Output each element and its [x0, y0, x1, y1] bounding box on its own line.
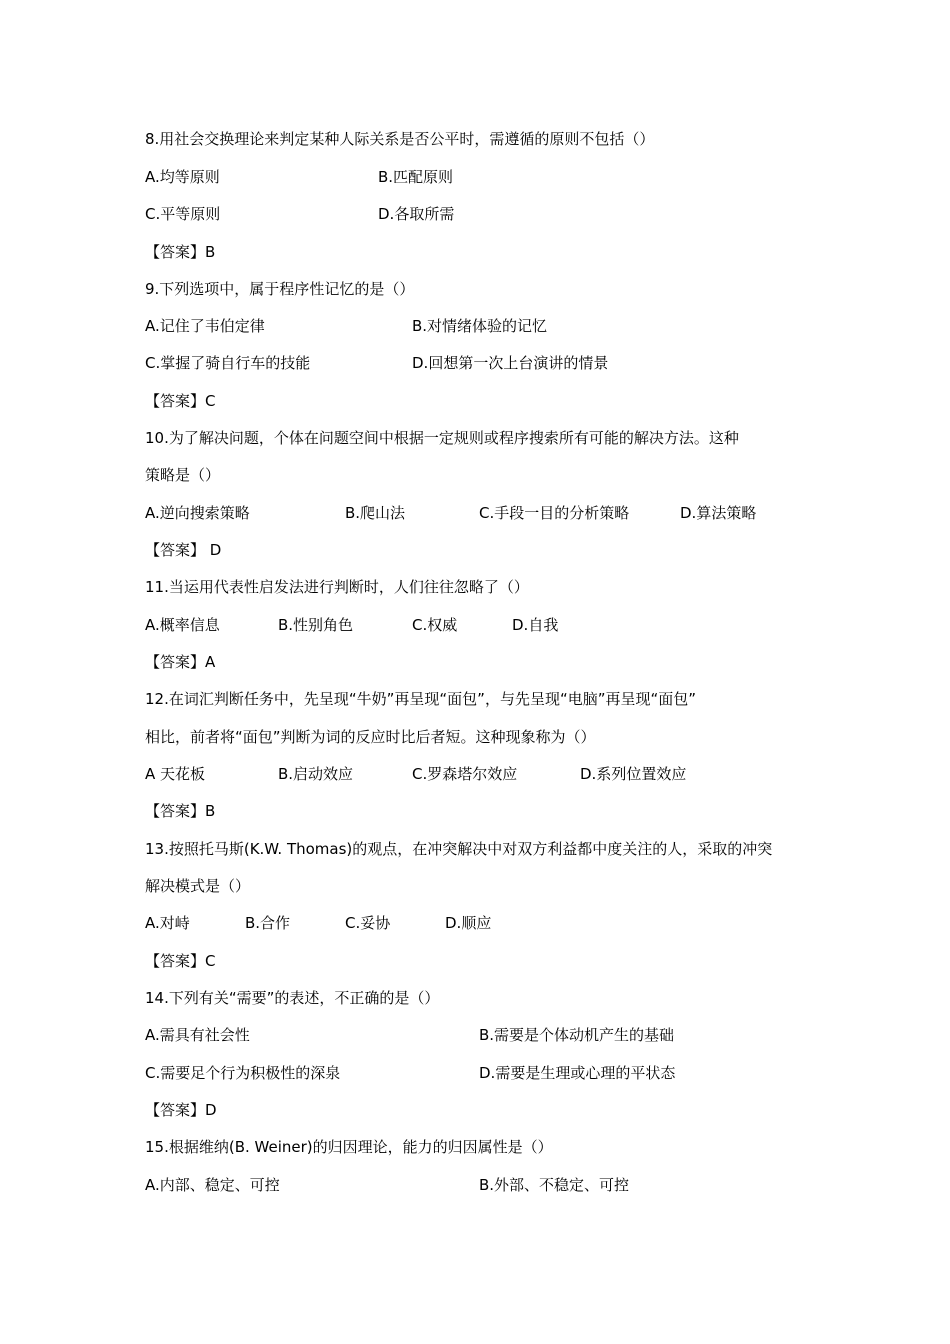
question-9-option-a: A.记住了韦伯定律	[145, 317, 265, 335]
question-9-option-b: B.对情绪体验的记忆	[412, 317, 548, 335]
question-11-answer: 【答案】A	[145, 653, 216, 671]
question-11-option-a: A.概率信息	[145, 616, 220, 634]
question-14-option-c: C.需要足个行为积极性的深泉	[145, 1064, 341, 1082]
question-8-stem: 8.用社会交换理论来判定某种人际关系是否公平时，需遵循的原则不包括（）	[145, 130, 655, 148]
question-8-option-c: C.平等原则	[145, 205, 221, 223]
question-14-option-b: B.需要是个体动机产生的基础	[479, 1026, 675, 1044]
question-12-option-a: A 天花板	[145, 765, 206, 783]
question-13-option-c: C.妥协	[345, 914, 391, 932]
question-11-option-d: D.自我	[512, 616, 559, 634]
question-14-answer: 【答案】D	[145, 1101, 217, 1119]
question-9-option-c: C.掌握了骑自行车的技能	[145, 354, 311, 372]
question-14-option-a: A.需具有社会性	[145, 1026, 250, 1044]
question-14-stem: 14.下列有关“需要”的表述，不正确的是（）	[145, 989, 440, 1007]
question-10-option-c: C.手段一目的分析策略	[479, 504, 630, 522]
question-12-stem-line-1: 12.在词汇判断任务中，先呈现“牛奶”再呈现“面包”，与先呈现“电脑”再呈现“面包”	[145, 690, 697, 708]
question-10-option-d: D.算法策略	[680, 504, 757, 522]
question-13-option-d: D.顺应	[445, 914, 492, 932]
question-12-option-c: C.罗森塔尔效应	[412, 765, 518, 783]
question-13-stem-line-1: 13.按照托马斯(K.W. Thomas)的观点，在冲突解决中对双方利益都中度关注的人，采取的冲突	[145, 840, 773, 858]
question-8-answer: 【答案】B	[145, 243, 216, 261]
question-15-option-b: B.外部、不稳定、可控	[479, 1176, 630, 1194]
question-11-stem: 11.当运用代表性启发法进行判断时，人们往往忽略了（）	[145, 578, 529, 596]
question-11-option-b: B.性别角色	[278, 616, 354, 634]
question-10-option-a: A.逆向搜索策略	[145, 504, 250, 522]
question-12-option-d: D.系列位置效应	[580, 765, 687, 783]
question-13-option-a: A.对峙	[145, 914, 190, 932]
question-12-stem-line-2: 相比，前者将“面包”判断为词的反应时比后者短。这种现象称为（）	[145, 728, 596, 746]
question-11-option-c: C.权威	[412, 616, 458, 634]
question-13-stem-line-2: 解决模式是（）	[145, 877, 251, 895]
question-10-stem-line-2: 策略是（）	[145, 466, 221, 484]
question-14-option-d: D.需要是生理或心理的平状态	[479, 1064, 676, 1082]
question-10-stem-line-1: 10.为了解决问题，个体在问题空间中根据一定规则或程序搜索所有可能的解决方法。这种	[145, 429, 739, 447]
question-9-option-d: D.回想第一次上台演讲的情景	[412, 354, 609, 372]
question-9-answer: 【答案】C	[145, 392, 216, 410]
question-8-option-d: D.各取所需	[378, 205, 455, 223]
question-8-option-a: A.均等原则	[145, 168, 220, 186]
question-15-option-a: A.内部、稳定、可控	[145, 1176, 280, 1194]
question-12-option-b: B.启动效应	[278, 765, 354, 783]
question-13-option-b: B.合作	[245, 914, 291, 932]
question-10-option-b: B.爬山法	[345, 504, 406, 522]
question-13-answer: 【答案】C	[145, 952, 216, 970]
question-9-stem: 9.下列选项中，属于程序性记忆的是（）	[145, 280, 415, 298]
question-10-answer: 【答案】 D	[145, 541, 222, 559]
question-15-stem: 15.根据维纳(B. Weiner)的归因理论，能力的归因属性是（）	[145, 1138, 553, 1156]
question-8-option-b: B.匹配原则	[378, 168, 454, 186]
question-12-answer: 【答案】B	[145, 802, 216, 820]
